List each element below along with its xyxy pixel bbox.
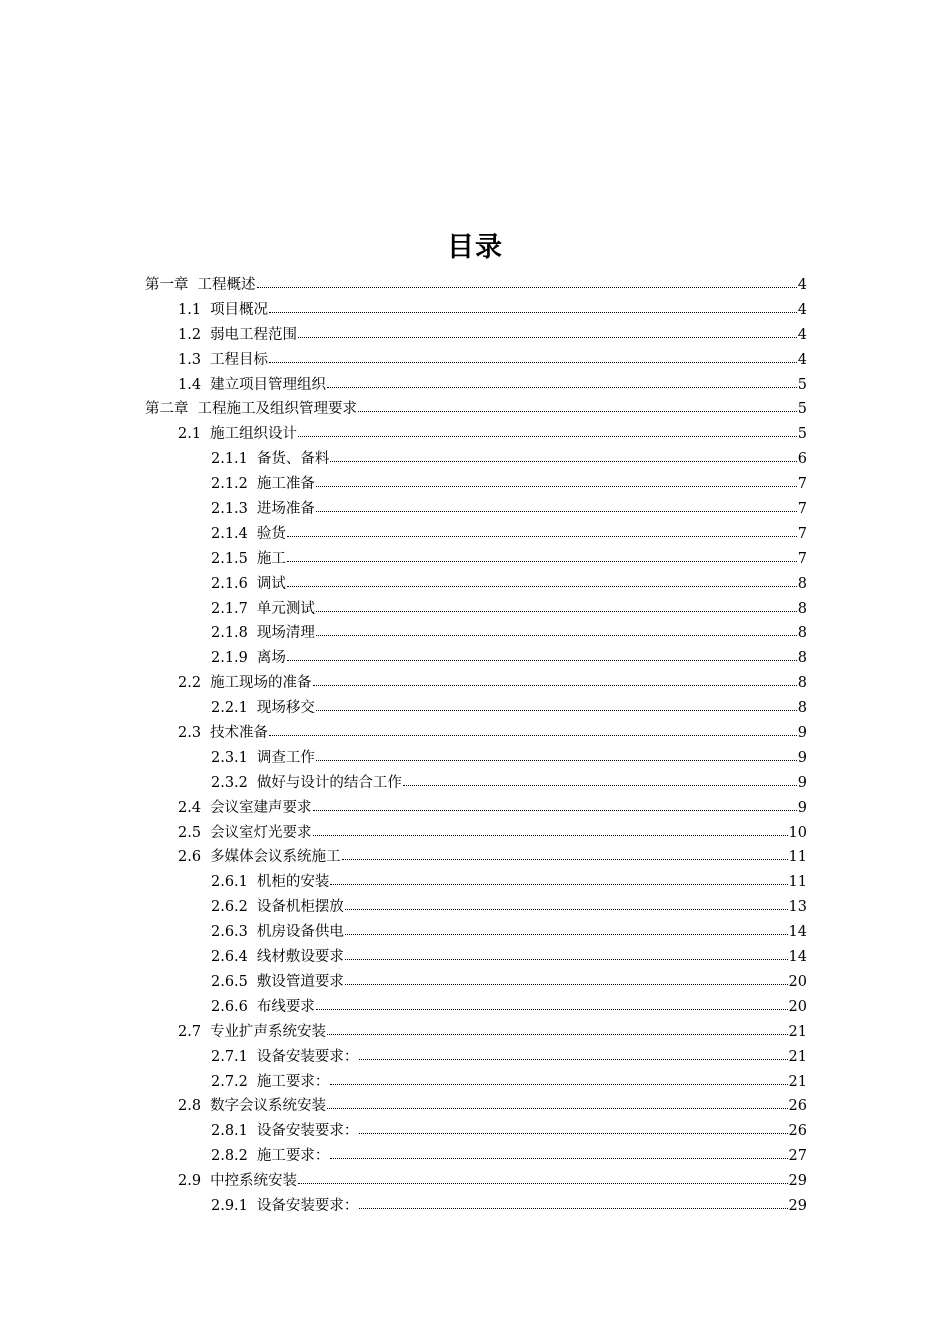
toc-entry-number: 2.9.1 [211, 1197, 248, 1214]
toc-entry-title: 备货、备料 [256, 451, 330, 468]
toc-entry-title: 中控系统安装 [210, 1173, 298, 1190]
toc-page-number: 7 [797, 501, 807, 518]
toc-entry[interactable] [145, 1144, 807, 1169]
toc-entry-title: 多媒体会议系统施工 [210, 849, 341, 866]
toc-entry[interactable] [145, 1119, 807, 1144]
toc-entry-number: 2.6 [178, 849, 202, 866]
toc-dot-leader [342, 849, 788, 861]
toc-entry[interactable] [145, 646, 807, 671]
toc-entry[interactable] [145, 497, 807, 522]
toc-entry-number: 第二章 [145, 401, 189, 418]
toc-page-number: 5 [797, 376, 807, 393]
toc-entry-title: 施工要求： [256, 1148, 330, 1165]
table-of-contents [145, 273, 807, 1219]
toc-page-number: 4 [797, 277, 807, 293]
toc-entry[interactable] [145, 397, 807, 422]
toc-entry-number: 2.4 [178, 799, 202, 816]
toc-entry[interactable] [145, 1045, 807, 1070]
toc-entry[interactable] [145, 298, 807, 323]
toc-page-number: 29 [788, 1197, 807, 1214]
toc-entry-number: 2.1 [178, 426, 202, 443]
toc-entry[interactable] [145, 696, 807, 721]
toc-entry[interactable] [145, 1094, 807, 1119]
toc-entry-number: 2.3.1 [211, 749, 248, 766]
toc-entry-title: 现场移交 [256, 700, 315, 717]
toc-entry-number: 2.3.2 [211, 774, 248, 791]
toc-entry[interactable] [145, 348, 807, 373]
toc-page-number: 26 [788, 1123, 807, 1140]
toc-entry-number: 2.1.7 [211, 600, 248, 617]
toc-dot-leader [269, 302, 797, 314]
toc-entry[interactable] [145, 845, 807, 870]
toc-dot-leader [358, 401, 797, 413]
toc-entry[interactable] [145, 1020, 807, 1045]
toc-entry[interactable] [145, 422, 807, 447]
toc-dot-leader [298, 1173, 787, 1185]
toc-page-number: 11 [788, 874, 807, 891]
toc-dot-leader [287, 576, 797, 588]
toc-entry[interactable] [145, 920, 807, 945]
toc-dot-leader [359, 1123, 787, 1135]
toc-page-number: 29 [788, 1173, 807, 1190]
toc-page-number: 10 [788, 824, 807, 841]
toc-entry-number: 2.7 [178, 1023, 202, 1040]
toc-dot-leader [287, 551, 797, 563]
toc-entry-number: 2.1.1 [211, 451, 248, 468]
toc-entry-title: 建立项目管理组织 [210, 376, 327, 393]
toc-page-number: 27 [788, 1148, 807, 1165]
toc-entry-number: 2.6.5 [211, 973, 248, 990]
toc-dot-leader [316, 501, 797, 513]
toc-entry[interactable] [145, 796, 807, 821]
toc-entry-title: 单元测试 [256, 600, 315, 617]
toc-entry-title: 现场清理 [256, 625, 315, 642]
toc-entry-number: 第一章 [145, 277, 189, 293]
toc-entry-number: 2.9 [178, 1173, 202, 1190]
toc-entry[interactable] [145, 771, 807, 796]
toc-dot-leader [257, 277, 797, 289]
toc-page-number: 8 [797, 600, 807, 617]
toc-dot-leader [269, 352, 797, 364]
toc-dot-leader [316, 476, 797, 488]
toc-entry-title: 线材敷设要求 [256, 949, 344, 966]
toc-dot-leader [316, 700, 797, 712]
toc-entry-number: 1.4 [178, 376, 202, 393]
toc-entry-title: 数字会议系统安装 [210, 1098, 327, 1115]
toc-entry-title: 工程目标 [210, 351, 269, 368]
toc-entry-number: 2.1.8 [211, 625, 248, 642]
toc-dot-leader [330, 874, 787, 886]
toc-dot-leader [313, 825, 788, 837]
toc-entry[interactable] [145, 821, 807, 846]
toc-entry-number: 2.6.6 [211, 998, 248, 1015]
toc-entry-title: 工程施工及组织管理要求 [197, 401, 357, 418]
toc-entry[interactable] [145, 522, 807, 547]
toc-page-number: 21 [788, 1023, 807, 1040]
toc-entry[interactable] [145, 273, 807, 298]
toc-entry-number: 2.8 [178, 1098, 202, 1115]
toc-entry[interactable] [145, 472, 807, 497]
toc-dot-leader [316, 625, 797, 637]
toc-entry-number: 2.1.2 [211, 476, 248, 493]
toc-entry-number: 2.2 [178, 675, 202, 692]
toc-entry-title: 离场 [256, 650, 286, 667]
toc-entry-number: 1.2 [178, 326, 202, 343]
toc-page-number: 8 [797, 650, 807, 667]
toc-page-number: 8 [797, 700, 807, 717]
toc-entry-title: 进场准备 [256, 501, 315, 518]
toc-page-number: 4 [797, 351, 807, 368]
toc-entry-number: 2.5 [178, 824, 202, 841]
toc-dot-leader [359, 1198, 787, 1210]
toc-entry[interactable] [145, 621, 807, 646]
toc-dot-leader [327, 1024, 787, 1036]
toc-entry-title: 专业扩声系统安装 [210, 1023, 327, 1040]
toc-entry-number: 2.6.1 [211, 874, 248, 891]
toc-page-number: 13 [788, 899, 807, 916]
toc-entry[interactable] [145, 572, 807, 597]
toc-entry-title: 会议室灯光要求 [210, 824, 312, 841]
toc-entry-number: 2.6.3 [211, 924, 248, 941]
toc-entry[interactable] [145, 447, 807, 472]
toc-entry-number: 1.1 [178, 301, 202, 318]
toc-page-number: 14 [788, 949, 807, 966]
toc-page-number: 9 [797, 749, 807, 766]
toc-entry[interactable] [145, 1169, 807, 1194]
toc-dot-leader [345, 949, 788, 961]
toc-entry[interactable] [145, 970, 807, 995]
toc-page-number: 8 [797, 625, 807, 642]
toc-page-number: 26 [788, 1098, 807, 1115]
toc-page-number: 7 [797, 550, 807, 567]
toc-entry[interactable] [145, 870, 807, 895]
toc-entry[interactable] [145, 671, 807, 696]
toc-entry-number: 2.1.6 [211, 575, 248, 592]
toc-entry-title: 调查工作 [256, 749, 315, 766]
toc-dot-leader [330, 1074, 787, 1086]
toc-page-number: 9 [797, 799, 807, 816]
toc-entry-title: 设备安装要求： [256, 1048, 359, 1065]
toc-entry-title: 设备安装要求： [256, 1123, 359, 1140]
toc-entry-title: 机柜的安装 [256, 874, 330, 891]
toc-page-number: 5 [797, 426, 807, 443]
toc-page-number: 4 [797, 326, 807, 343]
toc-entry-title: 会议室建声要求 [210, 799, 312, 816]
toc-page-number: 11 [788, 849, 807, 866]
toc-page-number: 20 [788, 998, 807, 1015]
toc-dot-leader [327, 1098, 787, 1110]
toc-dot-leader [330, 1148, 787, 1160]
toc-dot-leader [327, 377, 797, 389]
toc-page-number: 9 [797, 774, 807, 791]
toc-entry-number: 2.7.2 [211, 1073, 248, 1090]
toc-entry-title: 布线要求 [256, 998, 315, 1015]
toc-entry-title: 施工准备 [256, 476, 315, 493]
toc-entry-title: 工程概述 [197, 277, 256, 293]
toc-page-number: 20 [788, 973, 807, 990]
toc-entry-number: 2.7.1 [211, 1048, 248, 1065]
toc-dot-leader [316, 750, 797, 762]
toc-entry-number: 2.1.9 [211, 650, 248, 667]
toc-entry-title: 施工 [256, 550, 286, 567]
toc-entry-title: 施工组织设计 [210, 426, 298, 443]
toc-dot-leader [345, 899, 788, 911]
toc-dot-leader [345, 974, 788, 986]
toc-entry-title: 机房设备供电 [256, 924, 344, 941]
toc-entry-number: 2.1.5 [211, 550, 248, 567]
toc-entry-title: 设备机柜摆放 [256, 899, 344, 916]
toc-page-number: 21 [788, 1073, 807, 1090]
toc-entry-number: 2.8.1 [211, 1123, 248, 1140]
toc-entry-title: 敷设管道要求 [256, 973, 344, 990]
toc-entry-title: 做好与设计的结合工作 [256, 774, 402, 791]
toc-page-number: 8 [797, 675, 807, 692]
toc-entry-number: 2.1.4 [211, 525, 248, 542]
toc-page-number: 4 [797, 301, 807, 318]
toc-dot-leader [269, 725, 797, 737]
toc-entry-number: 2.8.2 [211, 1148, 248, 1165]
page-title: 目录 [447, 232, 503, 263]
toc-entry[interactable] [145, 323, 807, 348]
toc-dot-leader [316, 999, 788, 1011]
toc-dot-leader [298, 327, 797, 339]
toc-entry[interactable] [145, 995, 807, 1020]
toc-entry-number: 2.1.3 [211, 501, 248, 518]
toc-entry[interactable] [145, 547, 807, 572]
toc-dot-leader [330, 451, 796, 463]
toc-page-number: 8 [797, 575, 807, 592]
toc-page-number: 21 [788, 1048, 807, 1065]
toc-entry-title: 设备安装要求： [256, 1197, 359, 1214]
toc-page-number: 6 [797, 451, 807, 468]
toc-entry-title: 弱电工程范围 [210, 326, 298, 343]
toc-entry-title: 验货 [256, 525, 286, 542]
toc-entry[interactable] [145, 1070, 807, 1095]
toc-entry-number: 2.6.4 [211, 949, 248, 966]
toc-entry[interactable] [145, 373, 807, 398]
toc-dot-leader [287, 526, 797, 538]
toc-dot-leader [298, 426, 797, 438]
toc-entry-number: 2.3 [178, 725, 202, 742]
toc-entry-title: 调试 [256, 575, 286, 592]
toc-dot-leader [403, 775, 797, 787]
toc-page-number: 5 [797, 401, 807, 418]
toc-entry-title: 施工现场的准备 [210, 675, 312, 692]
toc-dot-leader [316, 601, 797, 613]
toc-page-number: 14 [788, 924, 807, 941]
toc-dot-leader [287, 650, 797, 662]
toc-page-number: 9 [797, 725, 807, 742]
toc-page-number: 7 [797, 476, 807, 493]
toc-entry-number: 2.2.1 [211, 700, 248, 717]
toc-entry[interactable] [145, 945, 807, 970]
toc-dot-leader [313, 800, 797, 812]
toc-entry-title: 技术准备 [210, 725, 269, 742]
toc-dot-leader [345, 924, 788, 936]
toc-dot-leader [359, 1049, 787, 1061]
toc-page-number: 7 [797, 525, 807, 542]
toc-entry-title: 项目概况 [210, 301, 269, 318]
toc-entry[interactable] [145, 746, 807, 771]
toc-entry-number: 2.6.2 [211, 899, 248, 916]
toc-entry[interactable] [145, 1194, 807, 1219]
toc-entry-number: 1.3 [178, 351, 202, 368]
toc-entry-title: 施工要求： [256, 1073, 330, 1090]
toc-entry[interactable] [145, 895, 807, 920]
toc-dot-leader [313, 675, 797, 687]
toc-entry[interactable] [145, 721, 807, 746]
toc-entry[interactable] [145, 597, 807, 622]
